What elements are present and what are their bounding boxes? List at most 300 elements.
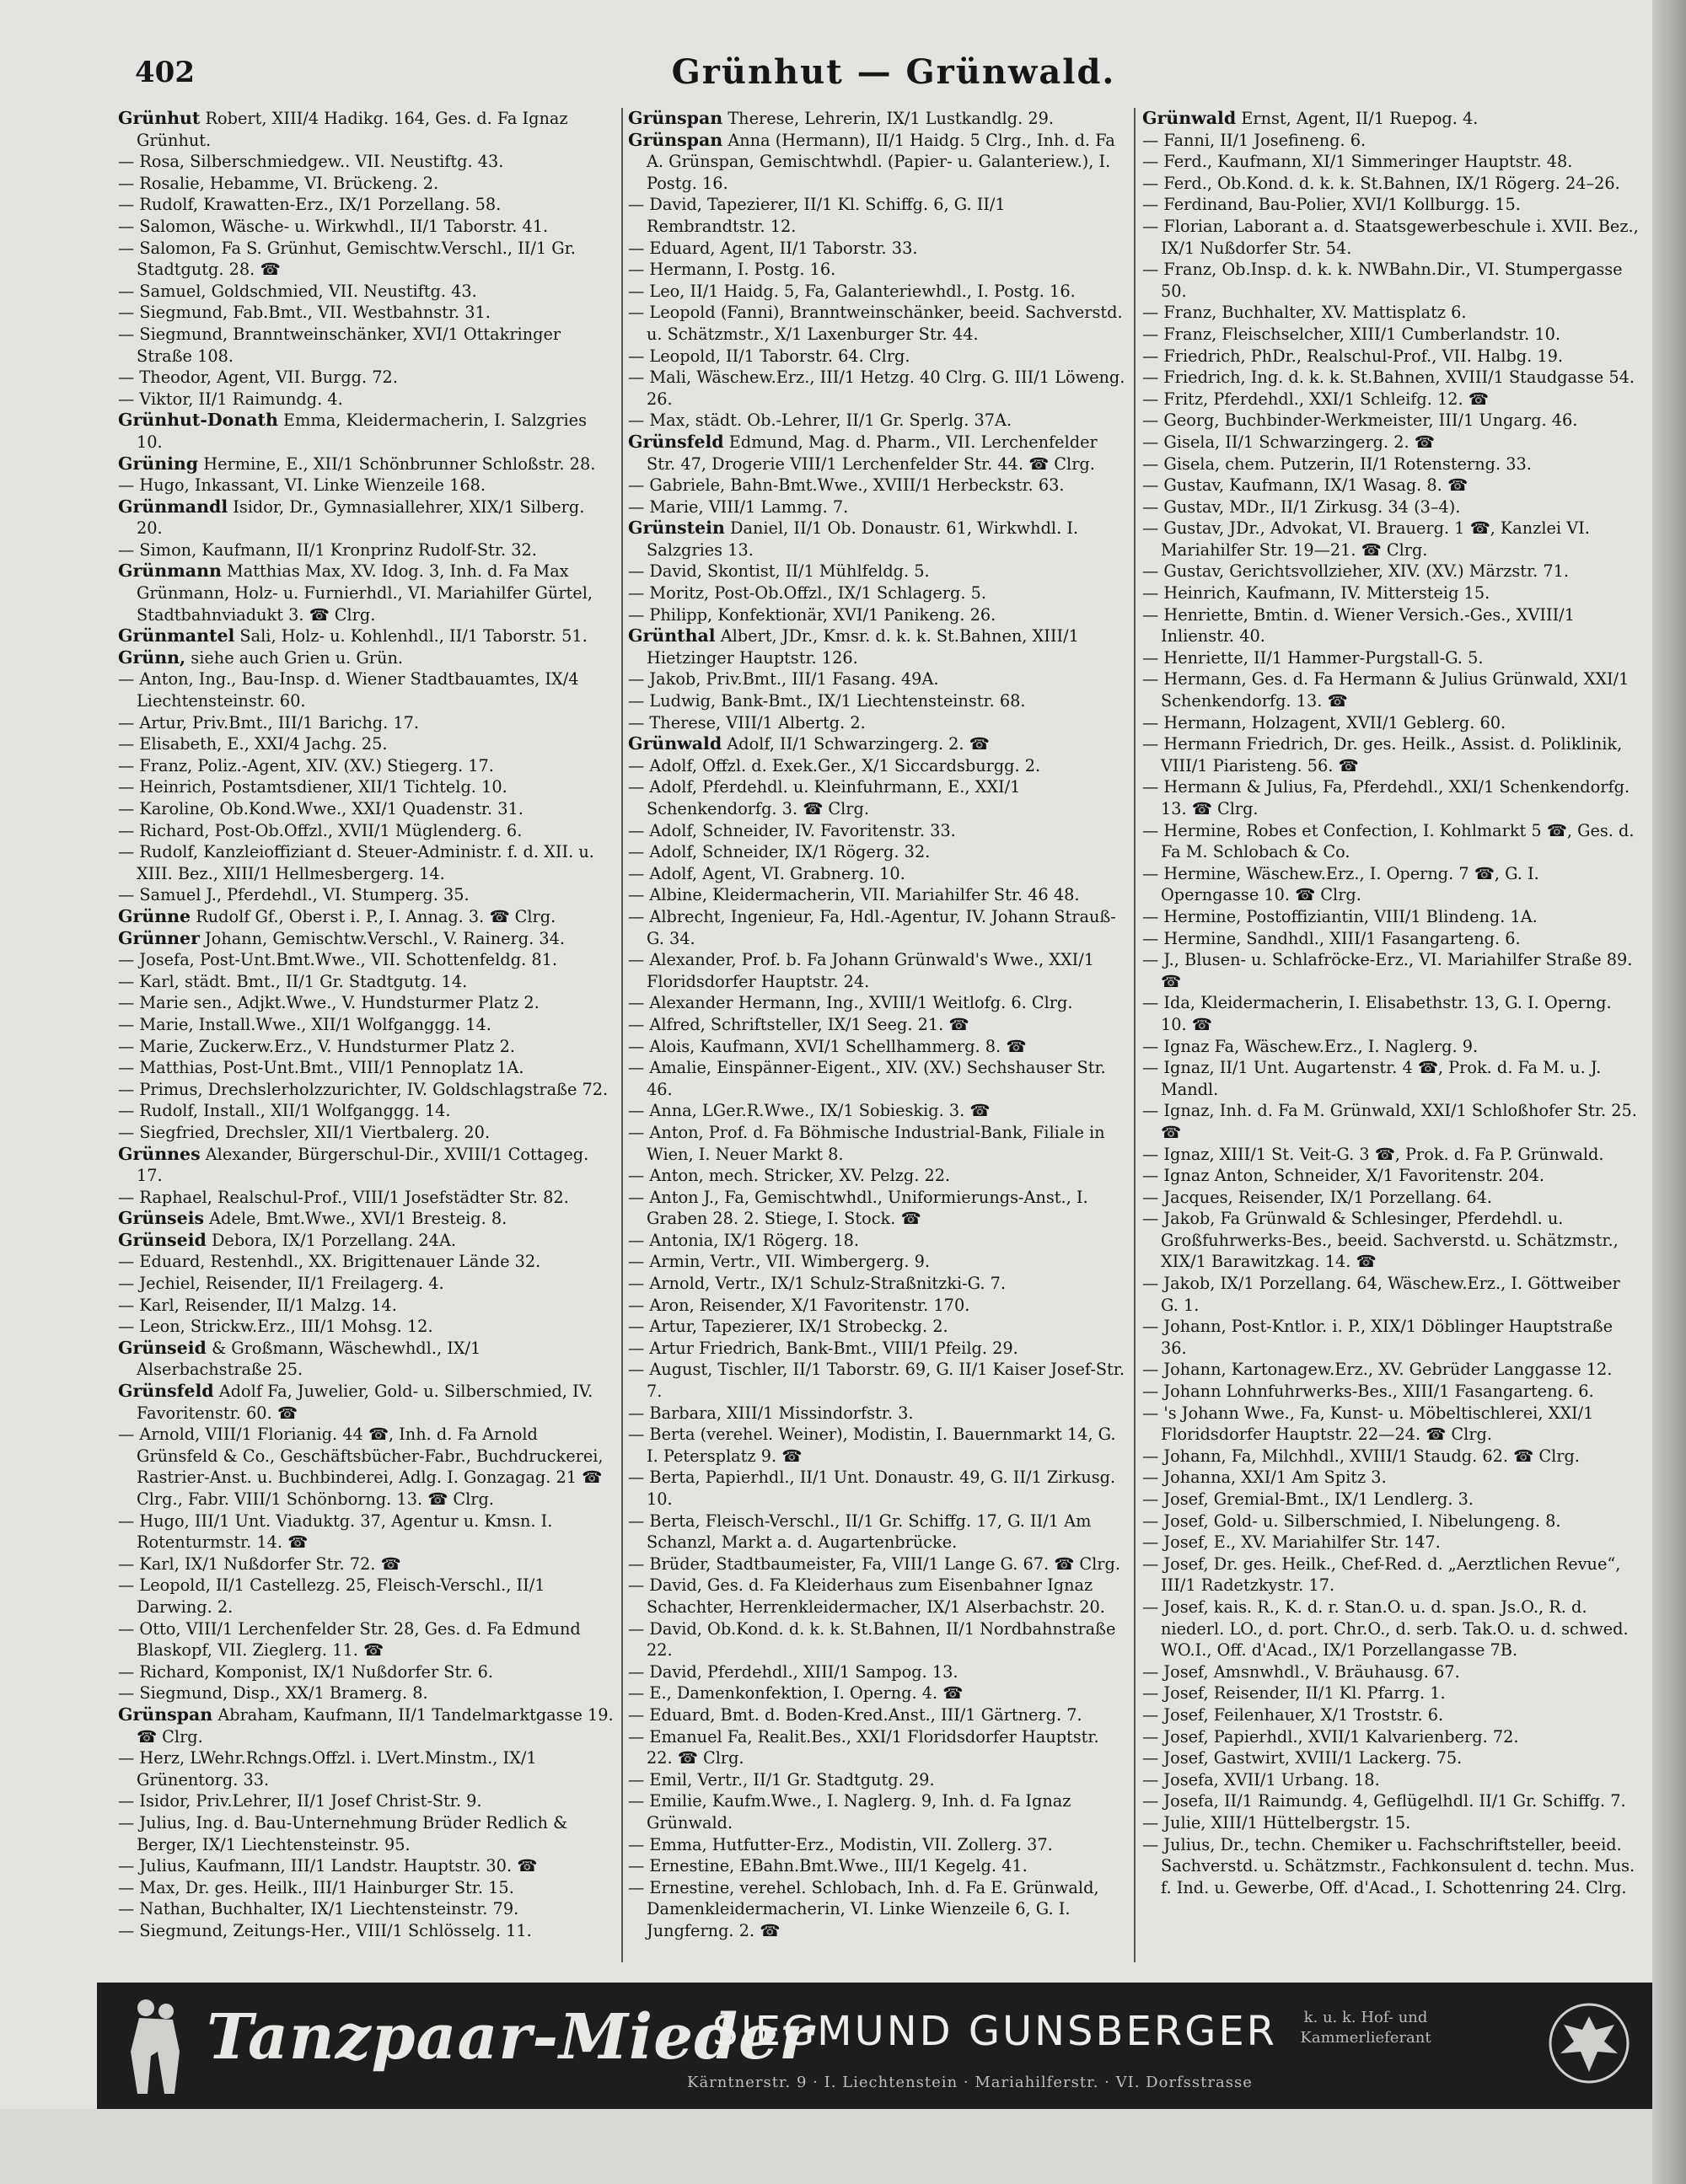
directory-entry [628,130,1125,195]
entry-text: — Rosalie, Hebamme, VI. Brückeng. 2. [118,173,439,193]
entry-text: — Richard, Post-Ob.Offzl., XVII/1 Müglenderg. 6. [118,820,523,840]
entry-text: — Josefa, II/1 Raimundg. 4, Geflügelhdl. II/1 Gr. Schiffg. 7. [1142,1791,1626,1811]
entry-text: — Gustav, JDr., Advokat, VI. Brauerg. 1 ☎, Kanzlei VI. Mariahilfer Str. 19—21. ☎ Clrg. [1142,518,1590,560]
directory-entry [118,1812,615,1855]
directory-entry [628,625,1125,668]
entry-text: Emma, Kleidermacherin, I. Salzgries 10. [137,411,587,452]
entry-text: — Gustav, MDr., II/1 Zirkusg. 34 (3–4). [1142,496,1461,517]
entry-text: — Emma, Hutfutter-Erz., Modistin, VII. Zollerg. 37. [628,1834,1053,1854]
entry-text: — David, Skontist, II/1 Mühlfeldg. 5. [628,561,930,582]
entry-text: — Max, Dr. ges. Heilk., III/1 Hainburger Str. 15. [118,1877,514,1897]
directory-entry [628,668,1125,690]
entry-text: — Ferd., Kaufmann, XI/1 Simmeringer Hauptstr. 48. [1142,152,1573,172]
entry-text: — Marie, Zuckerw.Erz., V. Hundsturmer Platz 2. [118,1036,515,1056]
directory-entry [118,561,615,625]
directory-entry [628,1467,1125,1510]
entry-text: — Leon, Strickw.Erz., III/1 Mohsg. 12. [118,1317,433,1337]
entry-text: — Anna, LGer.R.Wwe., IX/1 Sobieskig. 3. ☎ [628,1101,991,1121]
entry-text: — Josef, Feilenhauer, X/1 Troststr. 6. [1142,1704,1444,1725]
directory-entry [628,475,1125,496]
directory-entry [118,1682,615,1704]
entry-text: — Julius, Ing. d. Bau-Unternehmung Brüder Redlich & Berger, IX/1 Liechtensteinstr. 95. [118,1812,568,1854]
entry-text: — Hugo, Inkassant, VI. Linke Wienzeile 168. [118,475,486,496]
entry-text: — Johann, Kartonagew.Erz., XV. Gebrüder Langgasse 12. [1142,1360,1613,1380]
directory-entry [1142,1057,1640,1100]
entry-surname: Grünspan [118,1704,213,1725]
entry-text: — Leo, II/1 Haidg. 5, Fa, Galanteriewhdl., I. Postg. 16. [628,281,1076,301]
directory-entry [628,820,1125,842]
entry-text: — Franz, Fleischselcher, XIII/1 Cumberlandstr. 10. [1142,324,1561,344]
directory-entry [1142,1403,1640,1446]
entry-text: — Jakob, Fa Grünwald & Schlesinger, Pferdehdl. u. Großfuhrwerks-Bes., beeid. Sachverstd. u. Schätzmstr., XIX/1 Barawitzkag. 14. ☎ [1142,1209,1619,1272]
directory-entry [1142,992,1640,1035]
directory-entry [1142,324,1640,346]
directory-entry [1142,1511,1640,1532]
entry-text: — Johann Lohnfuhrwerks-Bes., XIII/1 Fasangarteng. 6. [1142,1382,1594,1402]
entry-text: — Salomon, Wäsche- u. Wirkwhdl., II/1 Taborstr. 41. [118,216,549,236]
entry-text: — Jechiel, Reisender, II/1 Freilagerg. 4. [118,1274,444,1294]
entry-text: — Josef, Gold- u. Silberschmied, I. Nibelungeng. 8. [1142,1511,1561,1531]
entry-text: — Josef, kais. R., K. d. r. Stan.O. u. d. span. Js.O., R. d. niederl. LO., d. port. Chr.O., d. serb. Tak.O. u. d. schwed. WO.I., Off. d'Acad., IX/1 Porzellangasse 7B. [1142,1596,1629,1661]
entry-text: — Hermann, I. Postg. 16. [628,260,836,280]
entry-text: — Karl, Reisender, II/1 Malzg. 14. [118,1295,397,1315]
directory-entry [628,1726,1125,1769]
directory-entry [1142,108,1640,130]
directory-entry [1142,582,1640,604]
directory-entry [628,755,1125,777]
entry-text: & Großmann, Wäschewhdl., IX/1 Alserbachstraße 25. [137,1338,481,1380]
directory-entry [628,776,1125,819]
directory-entry [628,1704,1125,1726]
ad-subtitle: k. u. k. Hof- und Kammerlieferant [1300,2009,1431,2047]
entry-text: — Julius, Kaufmann, III/1 Landstr. Hauptstr. 30. ☎ [118,1856,538,1876]
entry-text: — David, Ges. d. Fa Kleiderhaus zum Eisenbahner Ignaz Schachter, Herrenkleidermacher, IX/1 Alserbachstr. 20. [628,1575,1105,1617]
entry-text: Rudolf Gf., Oberst i. P., I. Annag. 3. ☎ Clrg. [191,906,556,926]
entry-text: — Alexander Hermann, Ing., XVIII/1 Weitlofg. 6. Clrg. [628,993,1073,1013]
directory-entry [628,992,1125,1014]
entry-text: Robert, XIII/4 Hadikg. 164, Ges. d. Fa Ignaz Grünhut. [137,109,568,150]
entry-text: — Josef, Gastwirt, XVIII/1 Lackerg. 75. [1142,1748,1463,1768]
directory-entry [628,1855,1125,1877]
directory-entry [628,712,1125,734]
directory-entry [118,884,615,906]
directory-entry [1142,173,1640,195]
directory-entry [118,389,615,411]
entry-text: — Johann, Post-Kntlor. i. P., XIX/1 Döblinger Hauptstraße 36. [1142,1317,1613,1358]
directory-entry [118,1036,615,1058]
entry-text: — Gisela, II/1 Schwarzingerg. 2. ☎ [1142,432,1435,452]
entry-text: — Berta, Papierhdl., II/1 Unt. Donaustr. 49, G. II/1 Zirkusg. 10. [628,1468,1116,1509]
directory-entry [118,776,615,798]
directory-entry [118,971,615,993]
directory-entry [628,1618,1125,1661]
directory-entry [628,1295,1125,1317]
directory-entry [1142,389,1640,411]
entry-text: Hermine, E., XII/1 Schönbrunner Schloßstr. 28. [198,453,596,474]
entry-text: — Marie, Install.Wwe., XII/1 Wolfganggg. 14. [118,1014,491,1034]
entry-text: — Jacques, Reisender, IX/1 Porzellang. 64. [1142,1187,1493,1207]
ad-brand-name: Tanzpaar-Mieder [207,2001,813,2074]
directory-entry [1142,1316,1640,1359]
entry-text: — Isidor, Priv.Lehrer, II/1 Josef Christ-Str. 9. [118,1791,482,1811]
entry-text: — Josef, Reisender, II/1 Kl. Pfarrg. 1. [1142,1683,1446,1704]
entry-text: — Georg, Buchbinder-Werkmeister, III/1 Ungarg. 46. [1142,411,1578,431]
directory-entry [118,647,615,669]
directory-entry [1142,668,1640,711]
page-header [126,52,1661,103]
entry-text: — Emilie, Kaufm.Wwe., I. Naglerg. 9, Inh. d. Fa Ignaz Grünwald. [628,1791,1071,1833]
entry-text: Therese, Lehrerin, IX/1 Lustkandlg. 29. [722,109,1054,128]
directory-entry [118,1187,615,1209]
directory-entry [1142,259,1640,302]
entry-text: — Hermann, Ges. d. Fa Hermann & Julius Grünwald, XXI/1 Schenkendorfg. 13. ☎ [1142,669,1630,711]
entry-text: — Richard, Komponist, IX/1 Nußdorfer Str. 6. [118,1661,494,1682]
directory-entry [1142,1532,1640,1553]
entry-text: — Fanni, II/1 Josefineng. 6. [1142,130,1367,150]
directory-entry [1142,1553,1640,1596]
directory-entry [118,453,615,475]
entry-surname: Grünsfeld [118,1381,214,1402]
directory-entry [628,733,1125,755]
ad-address: Kärntnerstr. 9 · I. Liechtenstein · Mariahilferstr. · VI. Dorfsstrasse [687,2074,1253,2091]
directory-entry [118,1747,615,1790]
entry-text: — Albrecht, Ingenieur, Fa, Hdl.-Agentur, IV. Johann Strauß-G. 34. [628,906,1116,948]
directory-entry [118,173,615,195]
entry-text: — Raphael, Realschul-Prof., VIII/1 Josefstädter Str. 82. [118,1187,569,1207]
directory-entry [628,410,1125,432]
entry-text: — Johann, Fa, Milchhdl., XVIII/1 Staudg. 62. ☎ Clrg. [1142,1446,1580,1466]
directory-entry [118,820,615,842]
directory-entry [1142,1704,1640,1726]
directory-entry [628,582,1125,604]
directory-entry [118,798,615,820]
directory-entry [118,1122,615,1144]
entry-text: Edmund, Mag. d. Pharm., VII. Lerchenfelder Str. 47, Drogerie VIII/1 Lerchenfelder Str. 44. ☎ Clrg. [647,432,1098,474]
directory-entry [628,496,1125,518]
entry-text: — Franz, Ob.Insp. d. k. k. NWBahn.Dir., VI. Stumpergasse 50. [1142,260,1623,301]
directory-entry [1142,733,1640,776]
directory-entry [1142,1661,1640,1683]
entry-text: — Siegfried, Drechsler, XII/1 Viertbalerg. 20. [118,1122,491,1142]
entry-text: — Matthias, Post-Unt.Bmt., VIII/1 Pennoplatz 1A. [118,1058,524,1078]
directory-entry [1142,194,1640,216]
entry-text: — Therese, VIII/1 Albertg. 2. [628,712,866,732]
directory-entry [118,1855,615,1877]
directory-entry [1142,302,1640,324]
entry-text: — Anton, Prof. d. Fa Böhmische Industrial-Bank, Filiale in Wien, I. Neuer Markt 8. [628,1122,1105,1164]
directory-entry [118,625,615,647]
entry-text: — Johanna, XXI/1 Am Spitz 3. [1142,1468,1387,1488]
entry-text: — Arnold, Vertr., IX/1 Schulz-Straßnitzki-G. 7. [628,1274,1007,1294]
directory-entry [628,1424,1125,1467]
directory-columns [118,108,1644,1979]
directory-entry [1142,1381,1640,1403]
entry-text: — Anton, mech. Stricker, XV. Pelzg. 22. [628,1166,951,1186]
directory-entry [118,1338,615,1381]
directory-entry [118,1273,615,1295]
directory-entry [118,324,615,367]
entry-text: — Hugo, III/1 Unt. Viaduktg. 37, Agentur u. Kmsn. I. Rotenturmstr. 14. ☎ [118,1511,553,1553]
entry-text: — Hermine, Sandhdl., XIII/1 Fasangarteng. 6. [1142,928,1521,948]
entry-text: — Ida, Kleidermacherin, I. Elisabethstr. 13, G. I. Operng. 10. ☎ [1142,993,1612,1034]
entry-text: — Gustav, Gerichtsvollzieher, XIV. (XV.) Märzstr. 71. [1142,561,1570,582]
directory-entry [628,1877,1125,1942]
directory-entry [628,367,1125,410]
imperial-eagle-icon [1547,2001,1631,2085]
directory-entry [118,1553,615,1575]
directory-entry [1142,1208,1640,1273]
directory-entry [1142,432,1640,453]
entry-text: — Alexander, Prof. b. Fa Johann Grünwald's Wwe., XXI/1 Floridsdorfer Hauptstr. 24. [628,950,1095,991]
entry-text: — Adolf, Offzl. d. Exek.Ger., X/1 Siccardsburgg. 2. [628,755,1041,775]
column-3 [1142,108,1640,1979]
directory-entry [118,1877,615,1899]
directory-entry [628,1165,1125,1187]
directory-entry [118,194,615,216]
directory-entry [118,496,615,539]
entry-text: — Berta (verehel. Weiner), Modistin, I. Bauernmarkt 14, G. I. Petersplatz 9. ☎ [628,1425,1116,1466]
entry-text: — Simon, Kaufmann, II/1 Kronprinz Rudolf-Str. 32. [118,539,537,560]
directory-entry [118,928,615,950]
entry-text: — Ernestine, EBahn.Bmt.Wwe., III/1 Kegelg. 41. [628,1856,1028,1876]
directory-entry [628,1122,1125,1165]
entry-text: — Artur, Tapezierer, IX/1 Strobeckg. 2. [628,1317,948,1337]
entry-text: — Emanuel Fa, Realit.Bes., XXI/1 Floridsdorfer Hauptstr. 22. ☎ Clrg. [628,1726,1099,1768]
directory-entry [118,992,615,1014]
entry-surname: Grünsfeld [628,431,724,452]
entry-text: — Franz, Poliz.-Agent, XIV. (XV.) Stiegerg. 17. [118,755,494,775]
entry-text: — Ferdinand, Bau-Polier, XVI/1 Kollburgg. 15. [1142,195,1521,215]
entry-surname: Grünspan [628,129,723,150]
entry-text: — Josef, E., XV. Mariahilfer Str. 147. [1142,1532,1441,1553]
directory-entry [628,1036,1125,1058]
entry-text: Albert, JDr., Kmsr. d. k. k. St.Bahnen, XIII/1 Hietzinger Hauptstr. 126. [647,626,1079,668]
entry-text: — David, Pferdehdl., XIII/1 Sampog. 13. [628,1661,958,1682]
directory-entry [628,238,1125,260]
entry-text: — E., Damenkonfektion, I. Operng. 4. ☎ [628,1683,964,1704]
entry-text: — Leopold, II/1 Taborstr. 64. Clrg. [628,346,910,366]
directory-entry [118,1230,615,1252]
entry-text: Adolf, II/1 Schwarzingerg. 2. ☎ [722,734,990,754]
entry-text: — Hermann Friedrich, Dr. ges. Heilk., Assist. d. Poliklinik, VIII/1 Piaristeng. 56. ☎ [1142,734,1623,775]
directory-entry [1142,776,1640,819]
entry-text: — Josef, Gremial-Bmt., IX/1 Lendlerg. 3. [1142,1489,1474,1509]
entry-text: — Primus, Drechslerholzzurichter, IV. Goldschlagstraße 72. [118,1079,609,1099]
entry-text: — Alfred, Schriftsteller, IX/1 Seeg. 21. ☎ [628,1014,969,1034]
directory-entry [628,1511,1125,1553]
directory-entry [628,906,1125,949]
entry-text: — Anton, Ing., Bau-Insp. d. Wiener Stadtbauamtes, IX/4 Liechtensteinstr. 60. [118,669,579,711]
entry-text: — Herz, LWehr.Rchngs.Offzl. i. LVert.Minstm., IX/1 Grünentorg. 33. [118,1748,537,1790]
entry-text: — Josef, Papierhdl., XVII/1 Kalvarienberg. 72. [1142,1726,1519,1747]
entry-text: — Arnold, VIII/1 Florianig. 44 ☎, Inh. d. Fa Arnold Grünsfeld & Co., Geschäftsbücher-Fabr., Buchdruckerei, Rastrier-Anst. u. Buchbinderei, Adlg. I. Gonzagag. 21 ☎ Clrg., Fabr. VIII/1 Schönborng. 13. ☎ Clrg. [118,1425,604,1509]
directory-entry [628,1187,1125,1230]
entry-surname: Grünspan [628,108,723,128]
entry-surname: Grünn, [118,647,186,668]
entry-text: — J., Blusen- u. Schlafröcke-Erz., VI. Mariahilfer Straße 89. ☎ [1142,950,1633,991]
directory-entry [1142,1359,1640,1381]
directory-entry [1142,1682,1640,1704]
entry-text: — Artur Friedrich, Bank-Bmt., VIII/1 Pfeilg. 29. [628,1338,1018,1358]
entry-text: — Leopold, II/1 Castellezg. 25, Fleisch-Verschl., II/1 Darwing. 2. [118,1575,545,1617]
entry-surname: Grünnes [118,1143,201,1164]
entry-surname: Grünmann [118,561,222,582]
entry-text: — Fritz, Pferdehdl., XXI/1 Schleifg. 12. ☎ [1142,389,1489,409]
directory-entry [1142,130,1640,152]
directory-entry [628,690,1125,712]
directory-entry [628,1338,1125,1360]
entry-text: — Karl, städt. Bmt., II/1 Gr. Stadtgutg. 14. [118,971,468,991]
directory-entry [1142,1144,1640,1166]
entry-text: — Josef, Dr. ges. Heilk., Chef-Red. d. „Aerztlichen Revue“, III/1 Radetzkystr. 17. [1142,1553,1621,1596]
directory-entry [1142,1747,1640,1769]
directory-entry [1142,1036,1640,1058]
directory-entry [118,1704,615,1747]
entry-text: — Ernestine, verehel. Schlobach, Inh. d. Fa E. Grünwald, Damenkleidermacherin, VI. Linke Wienzeile 6, G. I. Jungferng. 2. ☎ [628,1877,1099,1940]
entry-text: — Eduard, Bmt. d. Boden-Kred.Anst., III/1 Gärtnerg. 7. [628,1704,1082,1725]
directory-entry [118,475,615,496]
entry-text: — Philipp, Konfektionär, XVI/1 Panikeng. 26. [628,604,996,625]
entry-text: — Gisela, chem. Putzerin, II/1 Rotensterng. 33. [1142,453,1532,474]
directory-entry [628,1359,1125,1402]
directory-entry [118,539,615,561]
directory-entry [1142,1812,1640,1834]
directory-entry [628,863,1125,885]
directory-entry [118,1057,615,1079]
directory-entry [628,949,1125,992]
running-title: Grünhut — Grünwald. [671,52,1116,92]
directory-entry [1142,1726,1640,1748]
directory-entry [1142,712,1640,734]
directory-entry [1142,346,1640,368]
entry-text: — Hermine, Robes et Confection, I. Kohlmarkt 5 ☎, Ges. d. Fa M. Schlobach & Co. [1142,820,1635,862]
directory-entry [628,1273,1125,1295]
entry-text: — Samuel, Goldschmied, VII. Neustiftg. 43. [118,281,477,301]
entry-text: Ernst, Agent, II/1 Ruepog. 4. [1236,109,1479,128]
directory-entry [1142,1165,1640,1187]
entry-text: — Gabriele, Bahn-Bmt.Wwe., XVIII/1 Herbeckstr. 63. [628,475,1065,496]
directory-entry [1142,1100,1640,1143]
entry-text: Anna (Hermann), II/1 Haidg. 5 Clrg., Inh. d. Fa A. Grünspan, Gemischtwhdl. (Papier- u. Galanteriew.), I. Postg. 16. [647,130,1115,193]
directory-entry [1142,561,1640,582]
entry-text: — Karl, IX/1 Nußdorfer Str. 72. ☎ [118,1553,401,1574]
directory-entry [118,108,615,151]
entry-text: — Gustav, Kaufmann, IX/1 Wasag. 8. ☎ [1142,475,1468,496]
dancing-couple-icon [114,1993,198,2101]
directory-entry [118,755,615,777]
entry-text: — Artur, Priv.Bmt., III/1 Barichg. 17. [118,712,420,732]
directory-entry [1142,1596,1640,1661]
directory-entry [118,1790,615,1812]
directory-entry [1142,1790,1640,1812]
entry-surname: Grünmandl [118,496,228,517]
directory-entry [628,432,1125,475]
directory-entry [118,712,615,734]
directory-entry [628,1553,1125,1575]
entry-text: — Marie, VIII/1 Lammg. 7. [628,496,849,517]
directory-entry [118,733,615,755]
entry-text: — Henriette, Bmtin. d. Wiener Versich.-Ges., XVIII/1 Inlienstr. 40. [1142,604,1575,647]
directory-entry [628,604,1125,626]
column-1 [118,108,615,1979]
entry-text: — Siegmund, Zeitungs-Her., VIII/1 Schlösselg. 11. [118,1920,532,1940]
directory-entry [118,1898,615,1920]
column-divider [1134,108,1136,1962]
directory-entry [1142,928,1640,950]
entry-text: — Rudolf, Krawatten-Erz., IX/1 Porzellang. 58. [118,195,502,215]
directory-entry [628,346,1125,368]
entry-text: Adele, Bmt.Wwe., XVI/1 Bresteig. 8. [204,1209,507,1229]
entry-text: — Rosa, Silberschmiedgew.. VII. Neustiftg. 43. [118,152,504,172]
directory-entry [628,259,1125,281]
directory-entry [118,1661,615,1683]
entry-text: — 's Johann Wwe., Fa, Kunst- u. Möbeltischlerei, XXI/1 Floridsdorfer Hauptstr. 22—24. ☎ Clrg. [1142,1403,1594,1445]
entry-text: — Ignaz, XIII/1 St. Veit-G. 3 ☎, Prok. d. Fa P. Grünwald. [1142,1144,1604,1164]
entry-text: — Eduard, Restenhdl., XX. Brigittenauer Lände 32. [118,1252,541,1272]
directory-entry [118,410,615,453]
directory-entry [1142,1467,1640,1489]
directory-entry [118,1316,615,1338]
entry-text: — Otto, VIII/1 Lerchenfelder Str. 28, Ges. d. Fa Edmund Blaskopf, VII. Zieglerg. 11. ☎ [118,1618,581,1661]
directory-entry [628,1057,1125,1100]
entry-text: — Josefa, XVII/1 Urbang. 18. [1142,1769,1380,1790]
directory-entry [628,1014,1125,1036]
entry-text: — Eduard, Agent, II/1 Taborstr. 33. [628,238,918,258]
entry-text: — Jakob, Priv.Bmt., III/1 Fasang. 49A. [628,669,939,690]
directory-entry [628,194,1125,237]
entry-text: — Armin, Vertr., VII. Wimbergerg. 9. [628,1252,930,1272]
entry-surname: Grünhut-Donath [118,410,278,431]
directory-entry [118,367,615,389]
directory-entry [628,281,1125,303]
directory-entry [1142,151,1640,173]
directory-entry [1142,496,1640,518]
entry-text: — Barbara, XIII/1 Missindorfstr. 3. [628,1403,914,1423]
entry-text: — Ignaz, Inh. d. Fa M. Grünwald, XXI/1 Schloßhofer Str. 25. ☎ [1142,1101,1637,1142]
entry-text: — Siegmund, Disp., XX/1 Bramerg. 8. [118,1683,428,1704]
entry-surname: Grünne [118,905,191,926]
entry-text: — Berta, Fleisch-Verschl., II/1 Gr. Schiffg. 17, G. II/1 Am Schanzl, Markt a. d. Augartenbrücke. [628,1511,1092,1553]
entry-text: — Leopold (Fanni), Branntweinschänker, beeid. Sachverstd. u. Schätzmstr., X/1 Laxenburger Str. 44. [628,303,1123,344]
directory-entry [118,1208,615,1230]
entry-text: — Albine, Kleidermacherin, VII. Mariahilfer Str. 46 48. [628,885,1080,905]
directory-entry [118,1618,615,1661]
entry-text: — Viktor, II/1 Raimundg. 4. [118,389,343,409]
directory-entry [1142,1769,1640,1791]
directory-entry [118,1144,615,1187]
entry-text: — Amalie, Einspänner-Eigent., XIV. (XV.) Sechshauser Str. 46. [628,1058,1106,1099]
directory-entry [628,1100,1125,1122]
directory-entry [628,1251,1125,1273]
directory-entry [118,1014,615,1036]
entry-text: — Siegmund, Branntweinschänker, XVI/1 Ottakringer Straße 108. [118,324,561,366]
directory-entry [1142,820,1640,863]
entry-surname: Grünwald [628,733,722,754]
entry-text: Daniel, II/1 Ob. Donaustr. 61, Wirkwhdl. I. Salzgries 13. [647,518,1079,560]
directory-entry [118,841,615,884]
directory-entry [118,1100,615,1122]
directory-entry [628,302,1125,345]
entry-text: — Brüder, Stadtbaumeister, Fa, VIII/1 Lange G. 67. ☎ Clrg. [628,1553,1120,1574]
directory-entry [1142,410,1640,432]
entry-text: — Ferd., Ob.Kond. d. k. k. St.Bahnen, IX/1 Rögerg. 24–26. [1142,173,1620,193]
entry-text: — Friedrich, PhDr., Realschul-Prof., VII. Halbg. 19. [1142,346,1564,366]
entry-surname: Grünwald [1142,108,1237,128]
entry-text: — Adolf, Schneider, IX/1 Rögerg. 32. [628,842,931,862]
directory-entry [628,1230,1125,1252]
directory-entry [1142,453,1640,475]
column-2 [628,108,1125,1979]
